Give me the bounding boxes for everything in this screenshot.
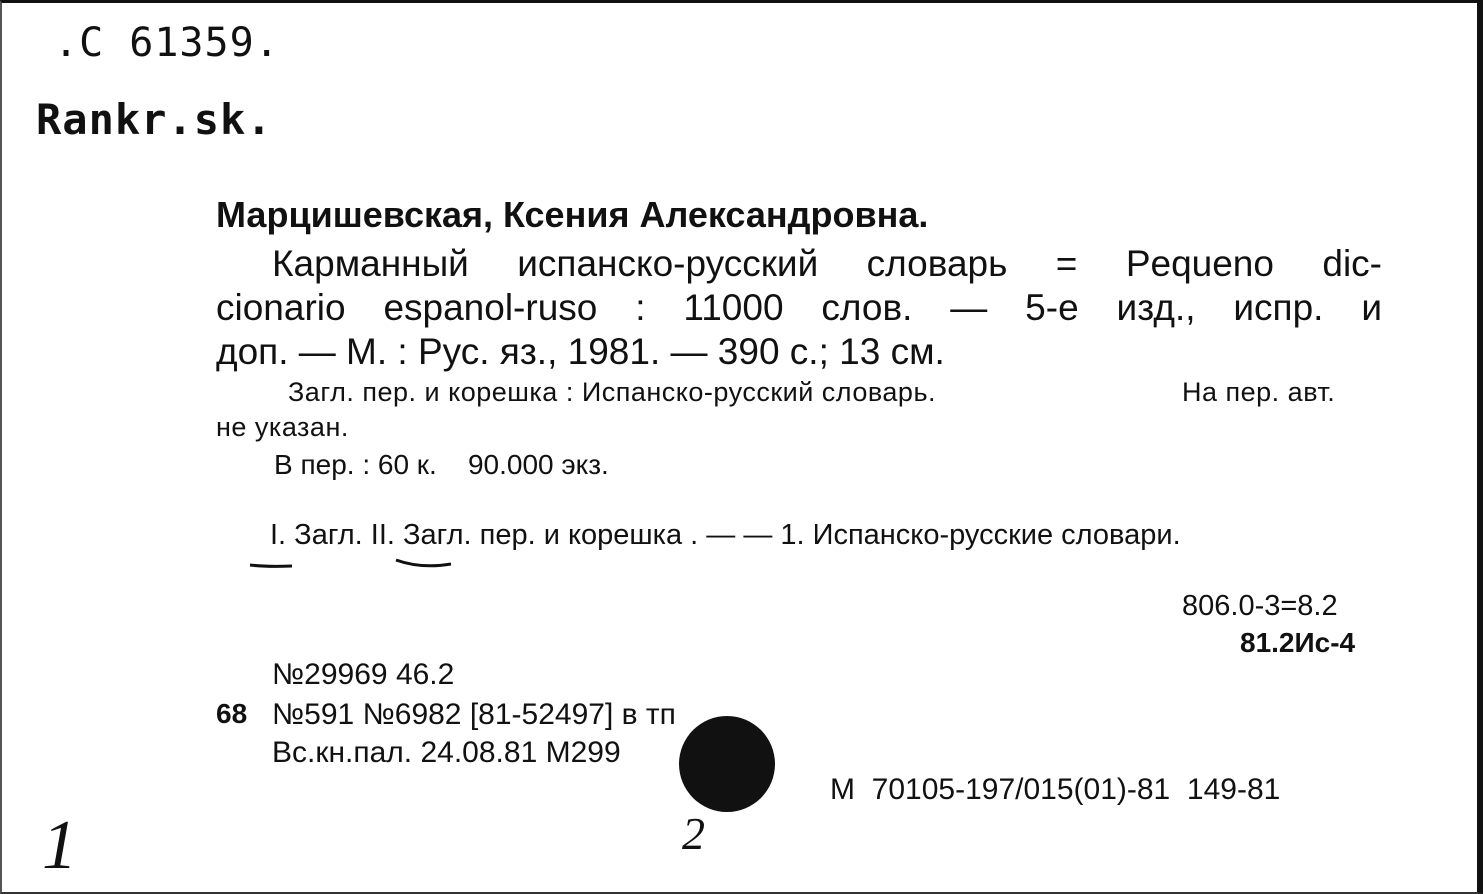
- bbk-index: 81.2Ис-4: [1240, 627, 1356, 658]
- note-line-1-left: Загл. пер. и корешка : Испанско-русский словарь.: [288, 377, 937, 407]
- call-number: .C 61359.: [54, 20, 280, 66]
- subject-tracings: I. Загл. II. Загл. пер. и корешка . — — 1. Испанско-русские словари.: [270, 519, 1181, 551]
- handwritten-one: 1: [42, 807, 77, 884]
- order-line: №591 №6982 [81-52497] в тп: [272, 698, 676, 731]
- udc-index: 806.0-3=8.2: [1182, 590, 1338, 622]
- title-line-2: cionario espanol-ruso : 11000 слов. — 5-е изд., испр. и: [216, 287, 1382, 328]
- note-line-2: не указан.: [216, 412, 349, 442]
- title-line-1: Карманный испанско-русский словарь = Pequeno dic-: [272, 243, 1382, 284]
- pencil-underline-mark: [246, 555, 466, 575]
- handwritten-two: 2: [682, 808, 705, 859]
- punch-hole: [679, 716, 775, 812]
- publisher-code: М 70105-197/015(01)-81 149-81: [830, 773, 1281, 806]
- location-code: Rankr.sk.: [36, 95, 273, 144]
- author-heading: Марцишевская, Ксения Александровна.: [216, 194, 929, 235]
- note-line-1-right: На пер. авт.: [1182, 377, 1336, 407]
- record-number: №29969 46.2: [272, 658, 455, 691]
- order-prefix: 68: [216, 698, 248, 729]
- price-line: В пер. : 60 к. 90.000 экз.: [274, 449, 609, 480]
- book-chamber-line: Вс.кн.пал. 24.08.81 М299: [272, 736, 621, 769]
- title-line-3: доп. — М. : Рус. яз., 1981. — 390 с.; 13 см.: [216, 331, 945, 372]
